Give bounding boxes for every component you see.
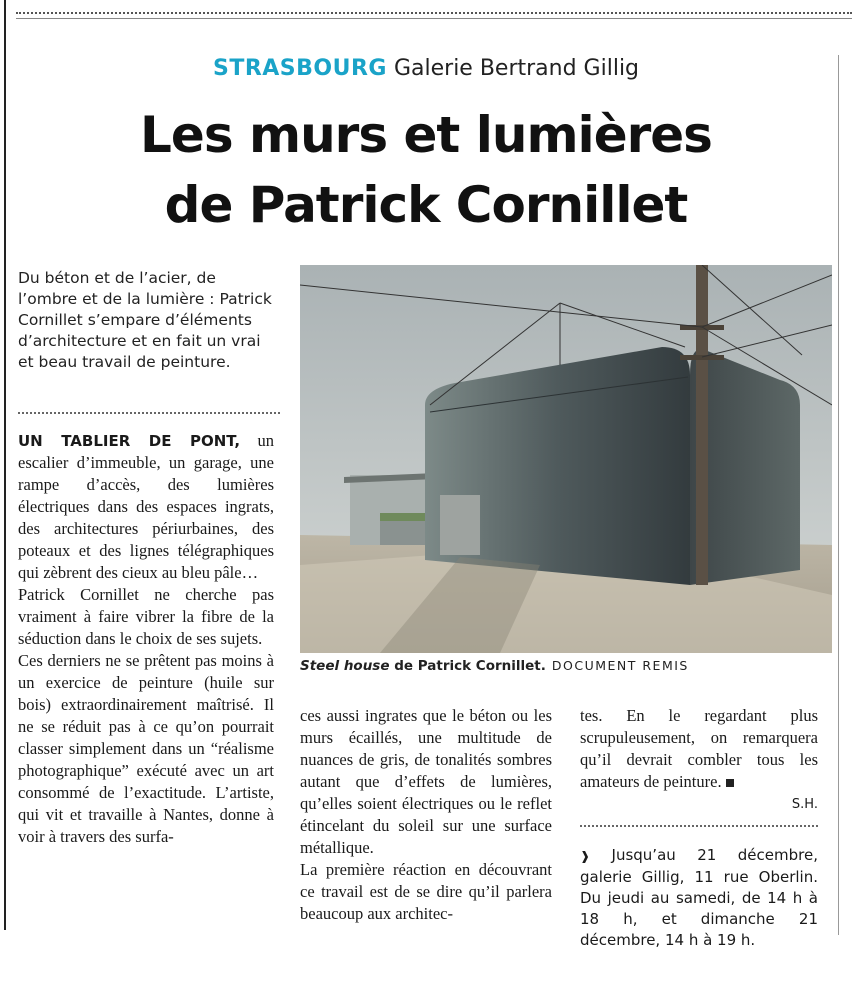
practical-info-text: Jusqu’au 21 décembre, galerie Gillig, 11 rue Oberlin. Du jeudi au samedi, de 14 h à 18 h, et dimanche 21 décembre, 14 h à 19 h. [580,846,818,949]
caption-author: de Patrick Cornillet. [389,658,546,674]
column-1 [18,430,274,848]
kicker-gallery: Galerie Bertrand Gillig [393,56,640,81]
paragraph-2: Patrick Cornillet ne cherche pas vraiment à faire vibrer la fibre de la séduction dans le choix de ses sujets. [18,585,274,648]
paragraph-5: La première réaction en découvrant ce travail est de se dire qu’il parlera beaucoup aux architec- [300,860,552,923]
top-solid-rule [16,18,852,19]
paragraph-1-text: un escalier d’immeuble, un garage, une rampe d’accès, des lumières électriques dans des espaces ingrats, des architectures périurbaines, des poteaux et des lignes télégraphiques qui zèbrent des cieux au bleu pâle… [18,431,275,582]
standfirst-separator [18,412,280,414]
photo-caption [300,658,832,674]
paragraph-3: Ces derniers ne se prêtent pas moins à un exercice de peinture (huile sur bois) extraordinairement maîtrisé. Il ne se réduit pas à ce qu’on pourrait classer simplement dans un “réalisme photographique” exécuté avec un art consommé de l’exactitude. L’artiste, qui vit et travaille à Nantes, donne à voir à travers des surfa- [18,651,274,846]
paragraph-4: ces aussi ingrates que le béton ou les murs écaillés, une multitude de nuances de gris, de tonalités sombres autant que d’effets de lumières, qu’elles soient électriques ou le reflet étincelant du soleil sur une surface métallique. [300,706,552,857]
top-dotted-rule [16,12,852,14]
lead-in: UN TABLIER DE PONT, [18,432,241,450]
steel-house-painting [300,265,832,653]
artwork-photo [300,265,832,653]
paragraph-6-text: tes. En le regardant plus scrupuleusement, on remarquera qu’il devrait combler tous les amateurs de peinture. [580,706,818,791]
headline-line-1: Les murs et lumières [140,106,712,164]
practical-info [580,845,818,951]
paragraph-1 [18,430,274,584]
standfirst: Du béton et de l’acier, de l’ombre et de la lumière : Patrick Cornillet s’empare d’éléments d’architecture et en fait un vrai et beau travail de peinture. [18,269,272,371]
column-2 [300,705,552,925]
headline-line-2: de Patrick Cornillet [164,176,688,234]
column-3 [580,705,818,793]
paragraph-6 [580,705,818,793]
info-separator [580,825,818,827]
kicker [0,56,852,81]
author-signature: S.H. [791,797,818,812]
arrow-icon: ❱ [580,849,591,863]
caption-credit: DOCUMENT REMIS [551,658,689,673]
kicker-city: STRASBOURG [212,56,387,81]
caption-title: Steel house [300,658,390,674]
headline [0,100,852,240]
end-of-article-icon [726,779,734,787]
